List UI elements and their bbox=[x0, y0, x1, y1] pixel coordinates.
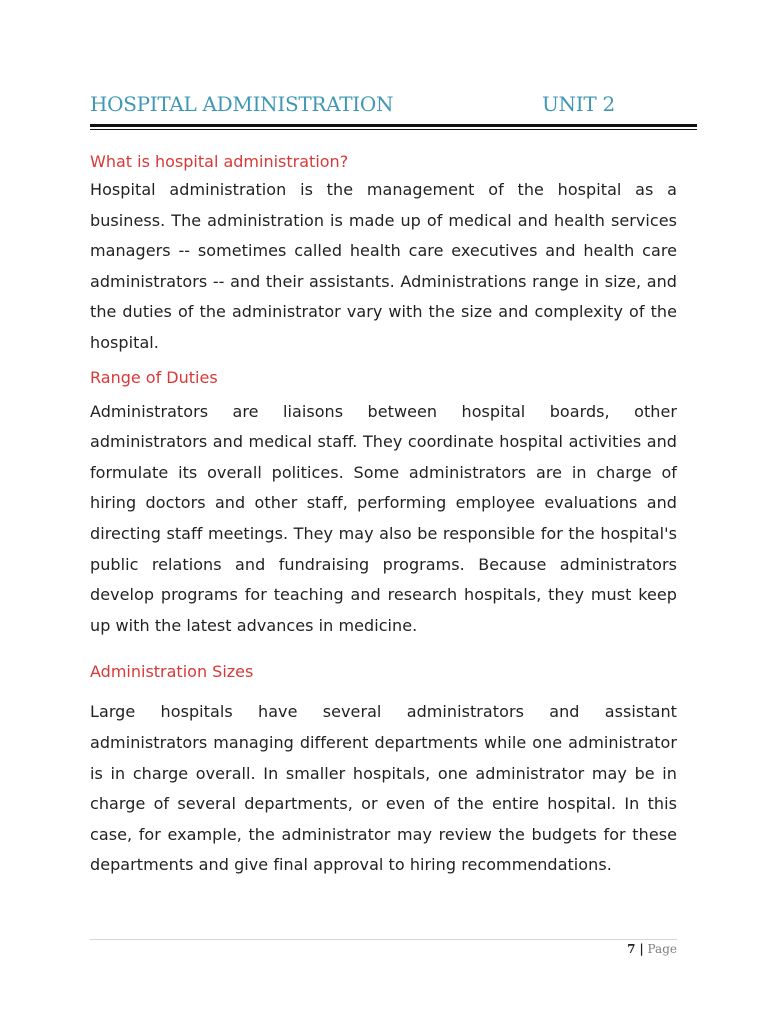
header-rule-thin bbox=[90, 129, 697, 130]
page-header bbox=[90, 92, 697, 116]
header-rule-thick bbox=[90, 124, 697, 127]
section-heading-what-is: What is hospital administration? bbox=[90, 152, 349, 171]
section-heading-range-of-duties: Range of Duties bbox=[90, 367, 218, 387]
document-body bbox=[90, 149, 677, 881]
page-separator: | bbox=[639, 942, 644, 956]
document-title: HOSPITAL ADMINISTRATION bbox=[90, 92, 394, 116]
page-footer bbox=[627, 942, 677, 956]
section-paragraph-what-is: Hospital administration is the management of the hospital as a business. The administration is made up of medical and health services managers -- sometimes called health care executives and health care administrators -- and their assistants. Administrations range in size, and the duties of the administrator vary with the size and complexity of the hospital. bbox=[90, 180, 677, 352]
section-heading-administration-sizes: Administration Sizes bbox=[90, 662, 254, 682]
section-paragraph-range-of-duties: Administrators are liaisons between hospital boards, other administrators and medical staff. They coordinate hospital activities and formulate its overall politices. Some administrators are in charge of hiring doctors and other staff, performing employee evaluations and directing staff meetings. They may also be responsible for the hospital's public relations and fundraising programs. Because administrators develop programs for teaching and research hospitals, they must keep up with the latest advances in medicine. bbox=[90, 401, 677, 635]
unit-label: UNIT 2 bbox=[542, 92, 615, 116]
page-number: 7 bbox=[627, 942, 636, 956]
footer-rule bbox=[90, 939, 677, 940]
section-paragraph-administration-sizes: Large hospitals have several administrators and assistant administrators managing different departments while one administrator is in charge overall. In smaller hospitals, one administrator may be in charge of several departments, or even of the entire hospital. In this case, for example, the administrator may review the budgets for these departments and give final approval to hiring recommendations. bbox=[90, 702, 677, 875]
page-label: Page bbox=[647, 942, 677, 956]
